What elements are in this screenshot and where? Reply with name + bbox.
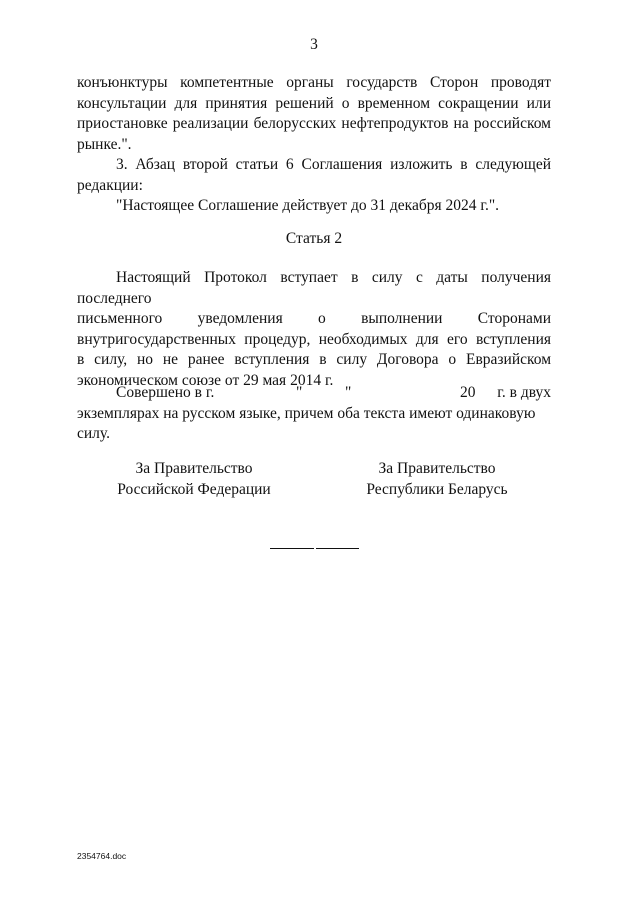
signature-label: За Правительство (378, 460, 496, 477)
text-line: консультации для принятия решений о временном сокращении или (77, 94, 551, 112)
done-at-paragraph (77, 383, 551, 445)
quote-close: " (345, 384, 352, 401)
quoted-text: "Настоящее Соглашение действует до 31 декабря 2024 г.". (116, 197, 500, 214)
text-line: письменного уведомления о выполнении Сторонами (77, 310, 551, 327)
signature-party: Республики Беларусь (366, 480, 508, 498)
done-at-prefix: Совершено в г. (116, 384, 215, 401)
text-line: в силу, но не ранее вступления в силу Договора о Евразийском (77, 351, 551, 368)
document-id: 2354764.doc (77, 851, 127, 861)
article-2-heading: Статья 2 (285, 230, 343, 247)
item-3-paragraph (77, 155, 551, 217)
paragraph-continuation (77, 73, 551, 155)
closing-rule-left (270, 548, 314, 549)
text-line: редакции: (77, 176, 143, 194)
signature-party: Российской Федерации (117, 480, 271, 498)
text-line: внутригосударственных процедур, необходимых для его вступления (77, 330, 551, 348)
signature-block-belarus (337, 459, 537, 500)
closing-rule-right (316, 548, 359, 549)
text-line: конъюнктуры компетентные органы государств Сторон проводят (77, 74, 551, 91)
article-2-paragraph (77, 268, 551, 391)
text-line: 3. Абзац второй статьи 6 Соглашения изложить в следующей (116, 156, 551, 173)
text-line: Настоящий Протокол вступает в силу с даты получения последнего (77, 269, 551, 307)
year-prefix: 20 (460, 384, 476, 401)
text-line: экономическом союзе от 29 мая 2014 г. (77, 371, 334, 389)
signature-block-russia (94, 459, 294, 500)
done-at-suffix: г. в двух (497, 384, 551, 401)
text-line: экземплярах на русском языке, причем оба текста имеют одинаковую силу. (77, 404, 536, 442)
signature-label: За Правительство (135, 460, 253, 477)
page-number: 3 (310, 36, 318, 53)
quote-open: " (296, 384, 303, 401)
text-line: рынке.". (77, 135, 132, 153)
text-line: приостановке реализации белорусских нефтепродуктов на российском (77, 115, 551, 132)
